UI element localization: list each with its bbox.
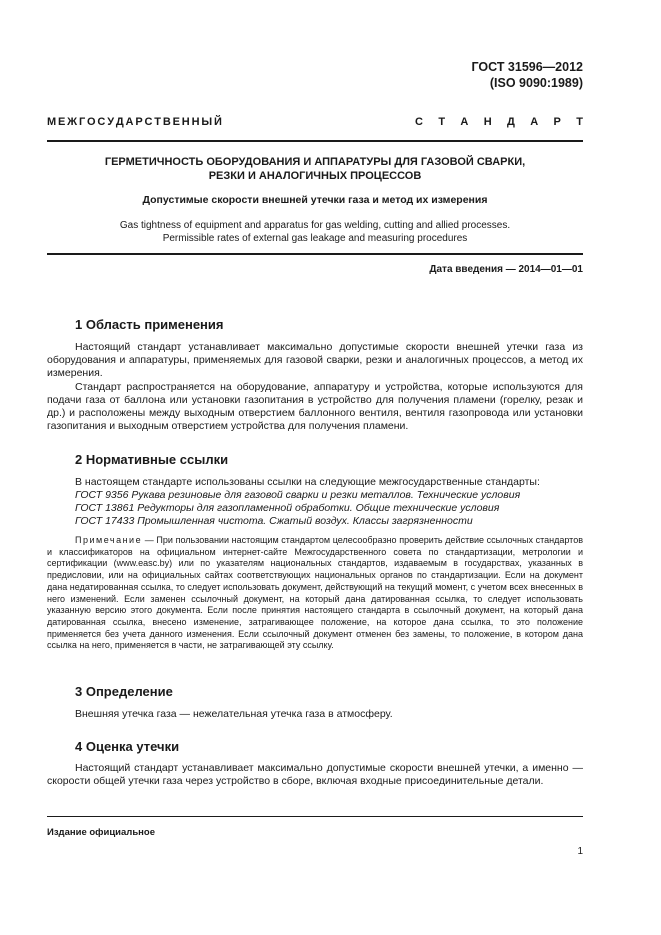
official-edition-label: Издание официальное	[47, 827, 155, 838]
banner-letter: Е	[172, 116, 180, 128]
banner-letter: Е	[58, 116, 66, 128]
gost-designation	[471, 59, 583, 91]
banner-letter: А	[125, 116, 134, 128]
section-2-intro: В настоящем стандарте использованы ссылки на следующие межгосударственные стандарты:	[75, 476, 540, 488]
section-2-heading: 2 Нормативные ссылки	[75, 452, 229, 467]
banner-letter: О	[87, 116, 96, 128]
english-title	[47, 219, 583, 245]
section-3-definition: Внешняя утечка газа — нежелательная утечка газа в атмосферу.	[75, 708, 393, 720]
gost-number: ГОСТ 31596—2012	[471, 60, 583, 74]
section-1-heading: 1 Область применения	[75, 317, 224, 332]
banner-letter: С	[144, 116, 153, 128]
footer-rule	[47, 816, 583, 817]
banner-letter: Д	[115, 116, 124, 128]
document-subtitle: Допустимые скорости внешней утечки газа и метод их измерения	[142, 194, 488, 206]
note-text: — При пользовании настоящим стандартом целесообразно проверить действие ссылочных стандартов и классификаторов на официальном интернет-сайте Межгосударственного совета по стандартизации, метрологии и сертификации (www.easc.by) или по указателям национальных стандартов, издаваемым в государствах, указанных в предисловии, или на официальных сайтах соответствующих национальных органов по стандартизации. Если на документ дана недатированная ссылка, то следует использовать документ, действующий на текущий момент, с учетом всех внесенных в него изменений. Если заменен ссылочный документ, на который дана датированная ссылка, то следует использовать указанную версию этого документа. Если после принятия настоящего стандарта в ссылочный документ, на который дана датированная ссылка, внесено изменение, затрагивающее положение, на которое дана ссылка, то это положение применяется без учета данного изменения. Если ссылочный документ отменен без замены, то положение, в котором дана ссылка на него, применяется в части, не затрагивающей эту ссылку.	[47, 535, 583, 651]
banner-letter: Р	[135, 116, 143, 128]
reference-gost-9356: ГОСТ 9356 Рукава резиновые для газовой сварки и резки металлов. Технические условия	[75, 489, 521, 501]
banner-letter: Ы	[201, 116, 213, 128]
banner-letter: Р	[553, 116, 561, 128]
banner-letter: Г	[78, 116, 86, 128]
banner-letter: Н	[181, 116, 190, 128]
title-line-1: ГЕРМЕТИЧНОСТЬ ОБОРУДОВАНИЯ И АППАРАТУРЫ ДЛЯ ГАЗОВОЙ СВАРКИ,	[104, 156, 526, 168]
document-title	[47, 155, 583, 183]
section-1-paragraph-2: Стандарт распространяется на оборудование, аппаратуру и устройства, которые используются для подачи газа от баллона или установки газопитания в устройство для получения пламени (горелку, резак и др.) и расположены между выходным отверстием баллонного вентиля, вентиля газопровода или установки газопитания и выходным отверстием устройства для получения пламени.	[47, 381, 583, 432]
banner-letter: Н	[483, 116, 492, 128]
page-number: 1	[577, 846, 583, 857]
title-line-2: РЕЗКИ И АНАЛОГИЧНЫХ ПРОЦЕССОВ	[208, 170, 422, 182]
reference-gost-13861: ГОСТ 13861 Редукторы для газопламенной обработки. Общие технические условия	[75, 502, 500, 514]
banner-word-standard	[415, 116, 583, 128]
top-rule	[47, 140, 583, 142]
banner-letter: У	[107, 116, 115, 128]
banner-letter: Н	[191, 116, 200, 128]
english-title-line-2: Permissible rates of external gas leakage and measuring procedures	[162, 233, 468, 244]
banner-letter: А	[460, 116, 469, 128]
banner-letter: Т	[438, 116, 446, 128]
reference-note	[47, 535, 583, 652]
note-label: Примечание	[75, 535, 143, 545]
section-4-heading: 4 Оценка утечки	[75, 739, 180, 754]
introduction-date: Дата введения — 2014—01—01	[429, 264, 583, 275]
standard-banner	[47, 116, 583, 128]
banner-letter: Д	[507, 116, 515, 128]
banner-word-interstate	[47, 116, 222, 128]
reference-gost-17433: ГОСТ 17433 Промышленная чистота. Сжатый воздух. Классы загрязненности	[75, 515, 473, 527]
english-title-line-1: Gas tightness of equipment and apparatus for gas welding, cutting and allied processes.	[119, 220, 511, 231]
section-3-heading: 3 Определение	[75, 684, 173, 699]
banner-letter: С	[415, 116, 423, 128]
banner-letter: М	[47, 116, 57, 128]
banner-letter: Т	[576, 116, 583, 128]
section-1-paragraph-1: Настоящий стандарт устанавливает максимально допустимые скорости внешней утечки газа из оборудования и аппаратуры, применяемых для газовой сварки, резки и аналогичных процессов, а метод их измерения.	[47, 341, 583, 379]
banner-letter: Й	[213, 116, 222, 128]
banner-letter: В	[162, 116, 171, 128]
title-bottom-rule	[47, 253, 583, 255]
banner-letter: Т	[154, 116, 162, 128]
banner-letter: С	[97, 116, 106, 128]
banner-letter: А	[530, 116, 539, 128]
iso-number: (ISO 9090:1989)	[489, 76, 583, 90]
banner-letter: Ж	[67, 116, 78, 128]
section-4-paragraph-1: Настоящий стандарт устанавливает максимально допустимые скорости внешней утечки, а именно — скорости общей утечки газа через устройство в сборе, включая входные присоединительные детали.	[47, 762, 583, 787]
